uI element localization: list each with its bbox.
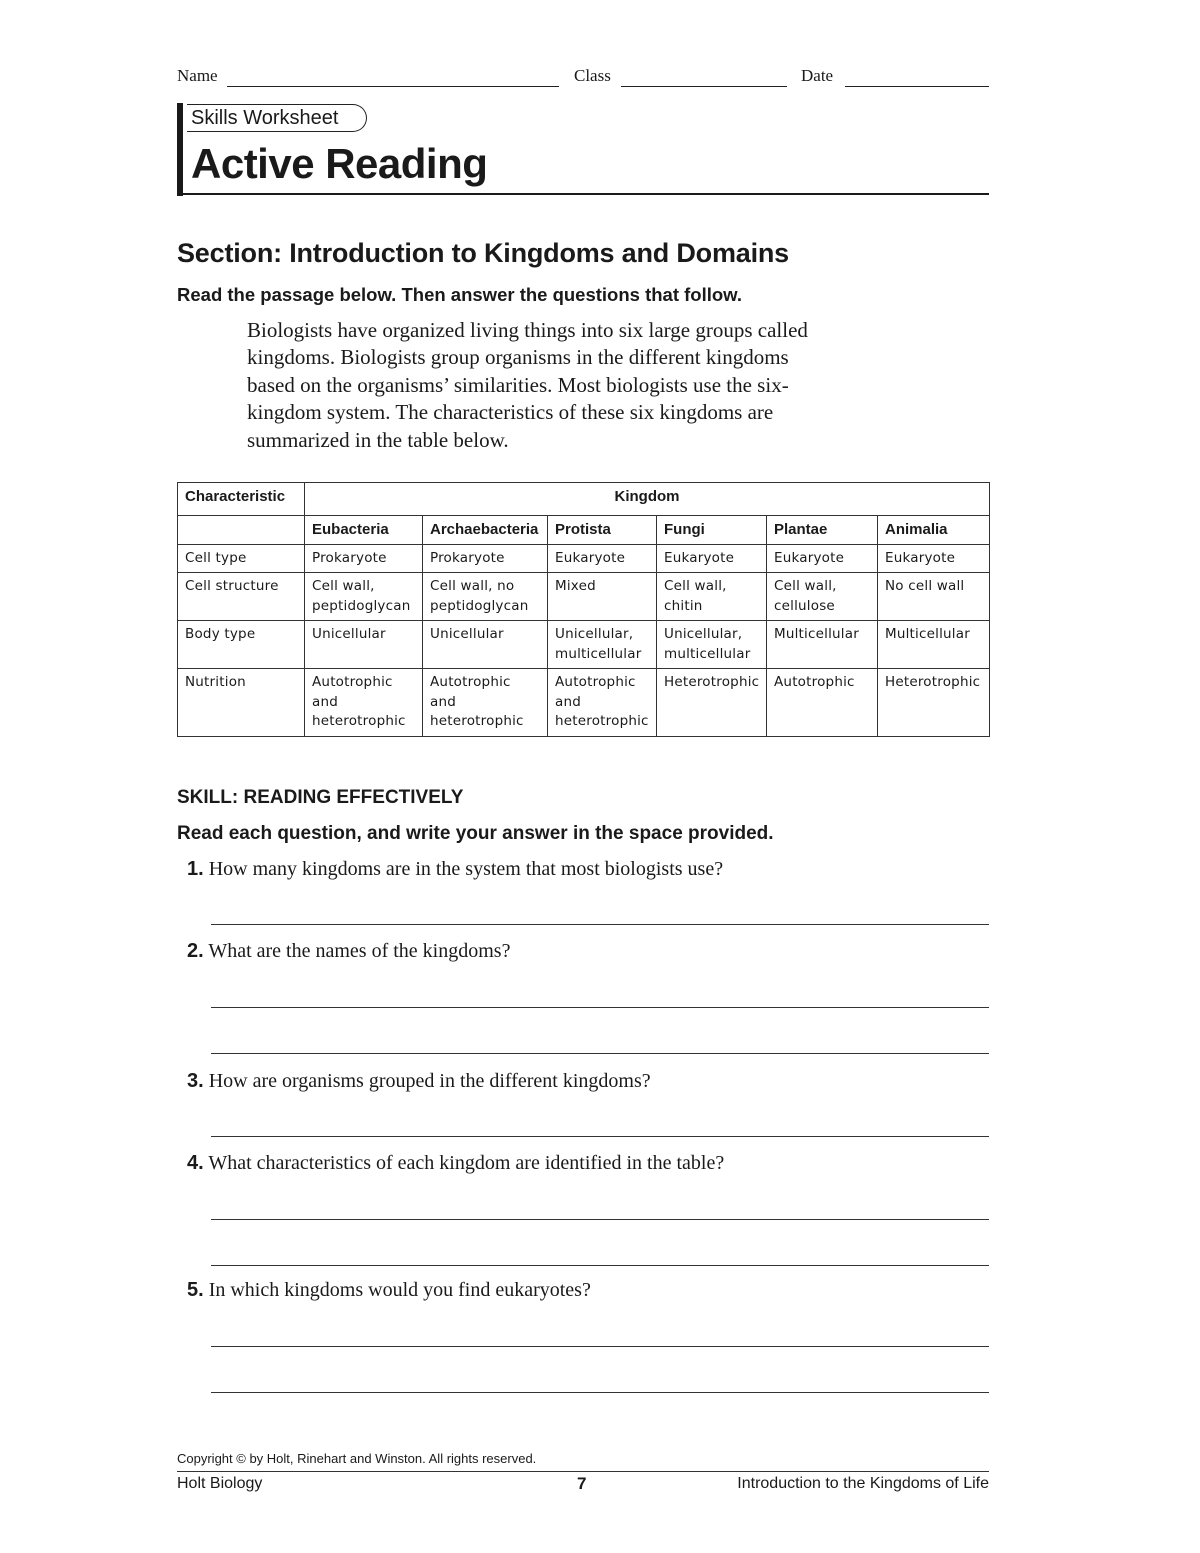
name-label: Name	[177, 66, 218, 85]
table-cell: Heterotrophic	[878, 669, 990, 737]
skill-heading: SKILL: READING EFFECTIVELY	[177, 787, 464, 808]
date-label: Date	[801, 66, 834, 85]
book-title: Holt Biology	[177, 1475, 263, 1492]
kingdom-header: Kingdom	[305, 483, 990, 516]
table-cell: Eukaryote	[767, 544, 878, 573]
table-row	[178, 621, 990, 669]
kingdom-name: Archaebacteria	[423, 516, 548, 545]
kingdom-table	[177, 482, 990, 737]
table-cell: Mixed	[548, 573, 657, 621]
student-info-row	[177, 66, 989, 90]
table-cell: Cell wall, cellulose	[767, 573, 878, 621]
chapter-title: Introduction to the Kingdoms of Life	[737, 1475, 989, 1492]
passage-line: Biologists have organized living things into six large groups called	[247, 318, 808, 342]
kingdom-name: Plantae	[767, 516, 878, 545]
kingdom-name: Fungi	[657, 516, 767, 545]
table-row	[178, 544, 990, 573]
table-cell: Cell wall, peptidoglycan	[305, 573, 423, 621]
section-heading: Section: Introduction to Kingdoms and Domains	[177, 238, 789, 268]
kingdom-name: Animalia	[878, 516, 990, 545]
row-label: Cell type	[178, 544, 305, 573]
table-cell: Autotrophic and heterotrophic	[548, 669, 657, 737]
table-header-row	[178, 483, 990, 516]
question-4: 4. What characteristics of each kingdom are identified in the table?	[187, 1152, 725, 1174]
title-divider	[177, 193, 989, 195]
kingdom-name: Eubacteria	[305, 516, 423, 545]
question-2: 2. What are the names of the kingdoms?	[187, 940, 511, 962]
passage-line: kingdom system. The characteristics of these six kingdoms are	[247, 400, 774, 425]
copyright-notice: Copyright © by Holt, Rinehart and Winston. All rights reserved.	[177, 1451, 537, 1466]
answer-line[interactable]	[211, 1392, 989, 1393]
question-5: 5. In which kingdoms would you find eukaryotes?	[187, 1279, 591, 1301]
table-cell: Eukaryote	[878, 544, 990, 573]
row-label: Cell structure	[178, 573, 305, 621]
question-3: 3. How are organisms grouped in the different kingdoms?	[187, 1070, 651, 1092]
answer-line[interactable]	[211, 1007, 989, 1008]
table-cell: Unicellular, multicellular	[657, 621, 767, 669]
table-row	[178, 669, 990, 737]
page-title: Active Reading	[191, 140, 488, 187]
date-field[interactable]	[845, 86, 989, 87]
table-cell: Eukaryote	[548, 544, 657, 573]
empty-header-cell	[178, 516, 305, 545]
class-label: Class	[574, 66, 611, 85]
answer-line[interactable]	[211, 1136, 989, 1137]
table-row	[178, 573, 990, 621]
table-cell: Multicellular	[767, 621, 878, 669]
table-cell: No cell wall	[878, 573, 990, 621]
table-cell: Autotrophic and heterotrophic	[305, 669, 423, 737]
passage-line: summarized in the table below.	[247, 427, 509, 452]
footer-divider	[177, 1471, 989, 1472]
answer-line[interactable]	[211, 924, 989, 925]
table-cell: Cell wall, chitin	[657, 573, 767, 621]
answer-line[interactable]	[211, 1219, 989, 1220]
answer-line[interactable]	[211, 1265, 989, 1266]
table-cell: Eukaryote	[657, 544, 767, 573]
kingdom-name: Protista	[548, 516, 657, 545]
table-cell: Unicellular, multicellular	[548, 621, 657, 669]
reading-instructions: Read the passage below. Then answer the questions that follow.	[177, 284, 743, 305]
row-label: Body type	[178, 621, 305, 669]
name-field[interactable]	[227, 86, 559, 87]
question-1: 1. How many kingdoms are in the system that most biologists use?	[187, 858, 724, 880]
class-field[interactable]	[621, 86, 787, 87]
table-cell: Multicellular	[878, 621, 990, 669]
title-accent-bar	[177, 103, 183, 196]
table-cell: Cell wall, no peptidoglycan	[423, 573, 548, 621]
passage-line: kingdoms. Biologists group organisms in the different kingdoms	[247, 345, 789, 370]
table-cell: Heterotrophic	[657, 669, 767, 737]
passage-line: based on the organisms’ similarities. Most biologists use the six-	[247, 372, 789, 397]
table-cell: Prokaryote	[305, 544, 423, 573]
characteristic-header: Characteristic	[178, 483, 305, 516]
table-cell: Autotrophic and heterotrophic	[423, 669, 548, 737]
worksheet-page	[177, 0, 989, 1553]
page-number: 7	[577, 1474, 587, 1493]
table-cell: Prokaryote	[423, 544, 548, 573]
row-label: Nutrition	[178, 669, 305, 737]
answer-line[interactable]	[211, 1053, 989, 1054]
worksheet-type-tab: Skills Worksheet	[187, 104, 367, 132]
kingdom-names-row	[178, 516, 990, 545]
answer-line[interactable]	[211, 1346, 989, 1347]
table-cell: Autotrophic	[767, 669, 878, 737]
reading-passage	[247, 317, 947, 454]
skill-instructions: Read each question, and write your answer in the space provided.	[177, 823, 774, 844]
table-cell: Unicellular	[423, 621, 548, 669]
table-cell: Unicellular	[305, 621, 423, 669]
